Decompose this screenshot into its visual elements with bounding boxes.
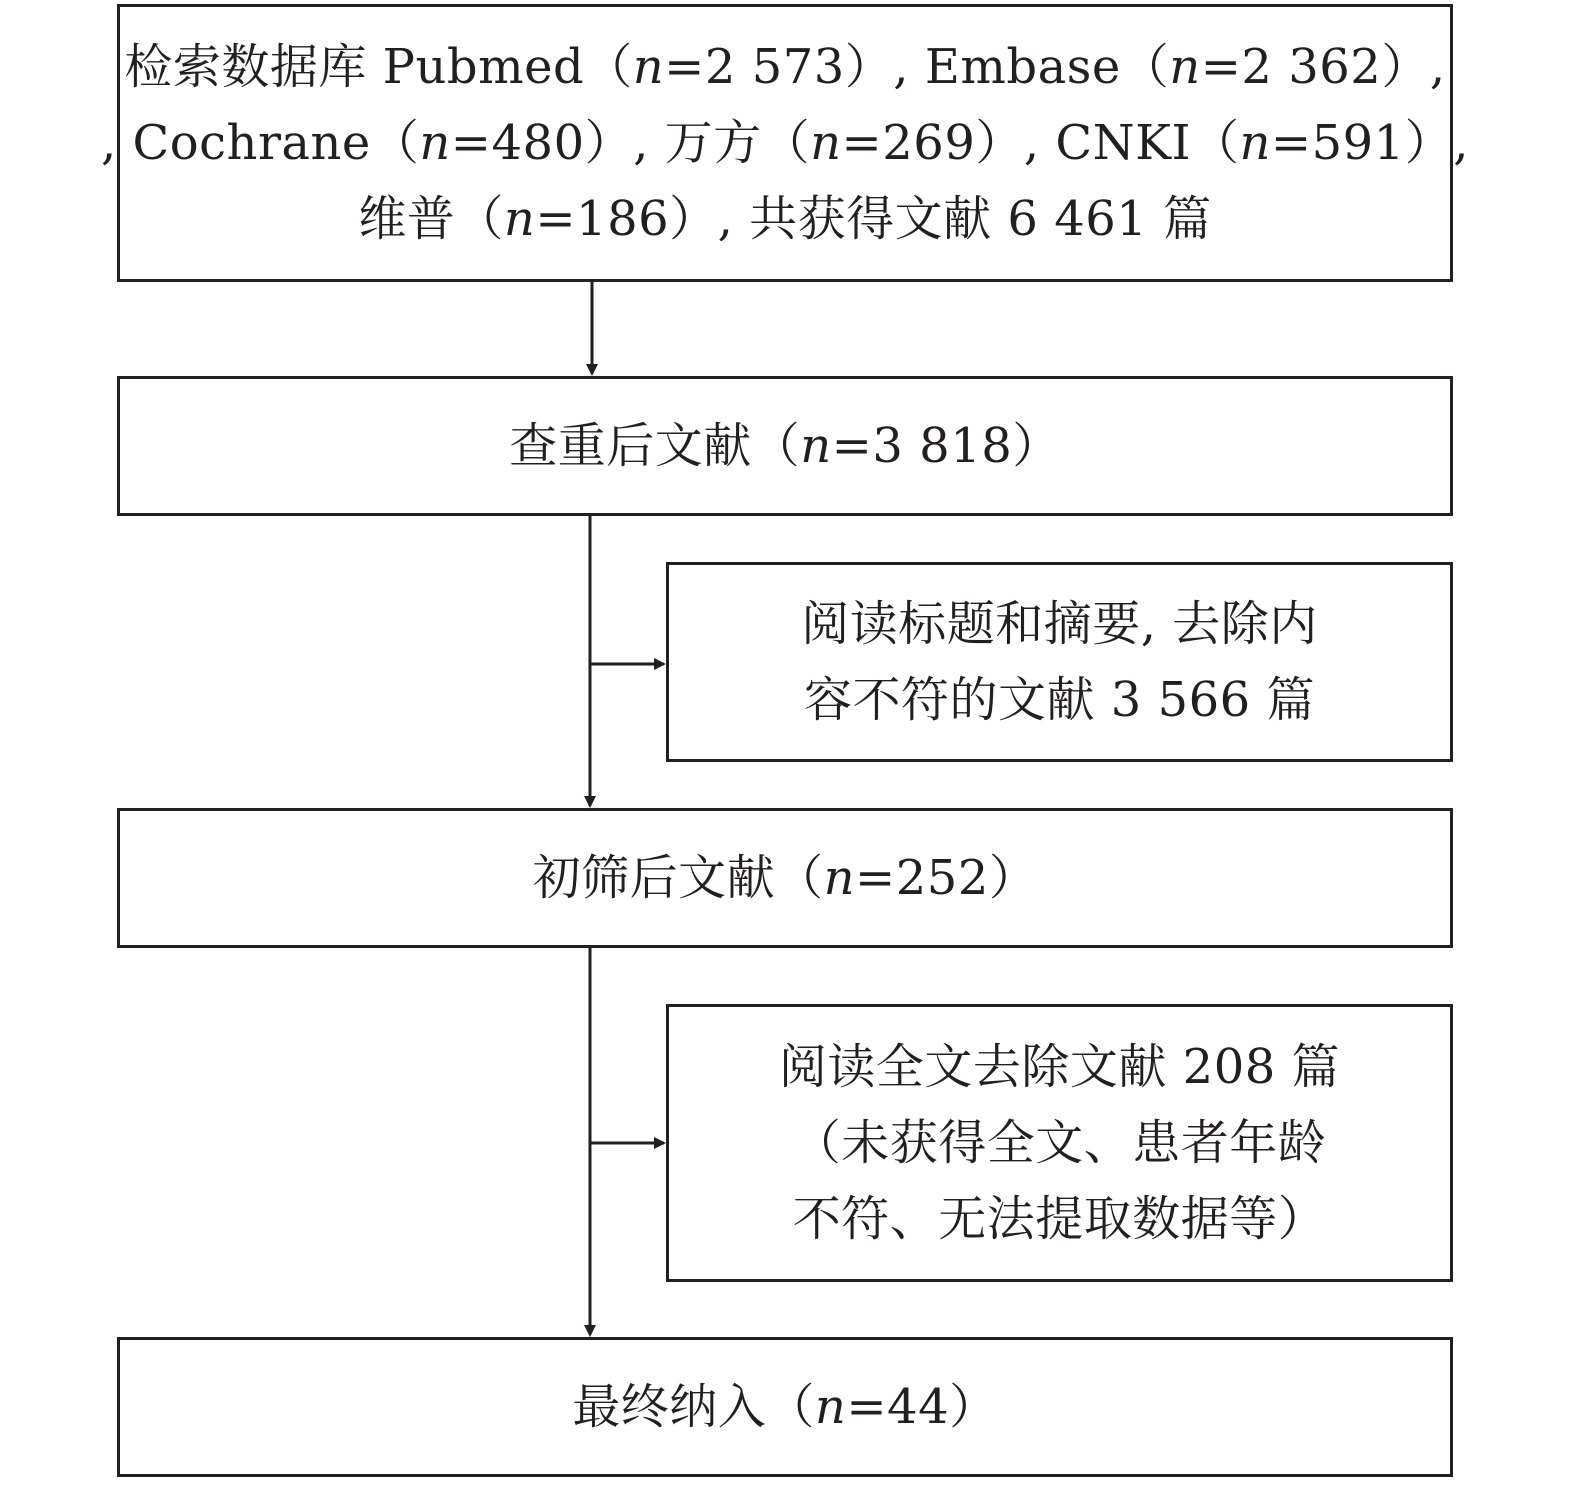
final-included-label: 最终纳入（n=44）: [572, 1379, 998, 1435]
exclusion-fulltext-line-2: （未获得全文、患者年龄: [792, 1115, 1327, 1171]
exclusion-title-abstract-line-2: 容不符的文献 3 566 篇: [804, 672, 1315, 728]
search-line-3: 维普（n=186）, 共获得文献 6 461 篇: [358, 191, 1212, 247]
screened-box: [117, 808, 1453, 948]
search-line-2: , Cochrane（n=480）, 万方（n=269）, CNKI（n=591）,: [101, 115, 1469, 171]
exclusion-fulltext-box: [666, 1004, 1453, 1282]
exclusion-title-abstract-line-1: 阅读标题和摘要, 去除内: [801, 596, 1318, 652]
deduplicated-box: [117, 376, 1453, 516]
deduplicated-label: 查重后文献（n=3 818）: [509, 418, 1061, 474]
screened-label: 初筛后文献（n=252）: [532, 850, 1038, 906]
exclusion-fulltext-line-1: 阅读全文去除文献 208 篇: [778, 1039, 1341, 1095]
exclusion-title-abstract-box: [666, 562, 1453, 762]
search-line-1: 检索数据库 Pubmed（n=2 573）, Embase（n=2 362）,: [124, 39, 1446, 95]
search-box: [101, 4, 1469, 282]
final-included-box: [117, 1337, 1453, 1477]
exclusion-fulltext-line-3: 不符、无法提取数据等）: [792, 1191, 1327, 1247]
